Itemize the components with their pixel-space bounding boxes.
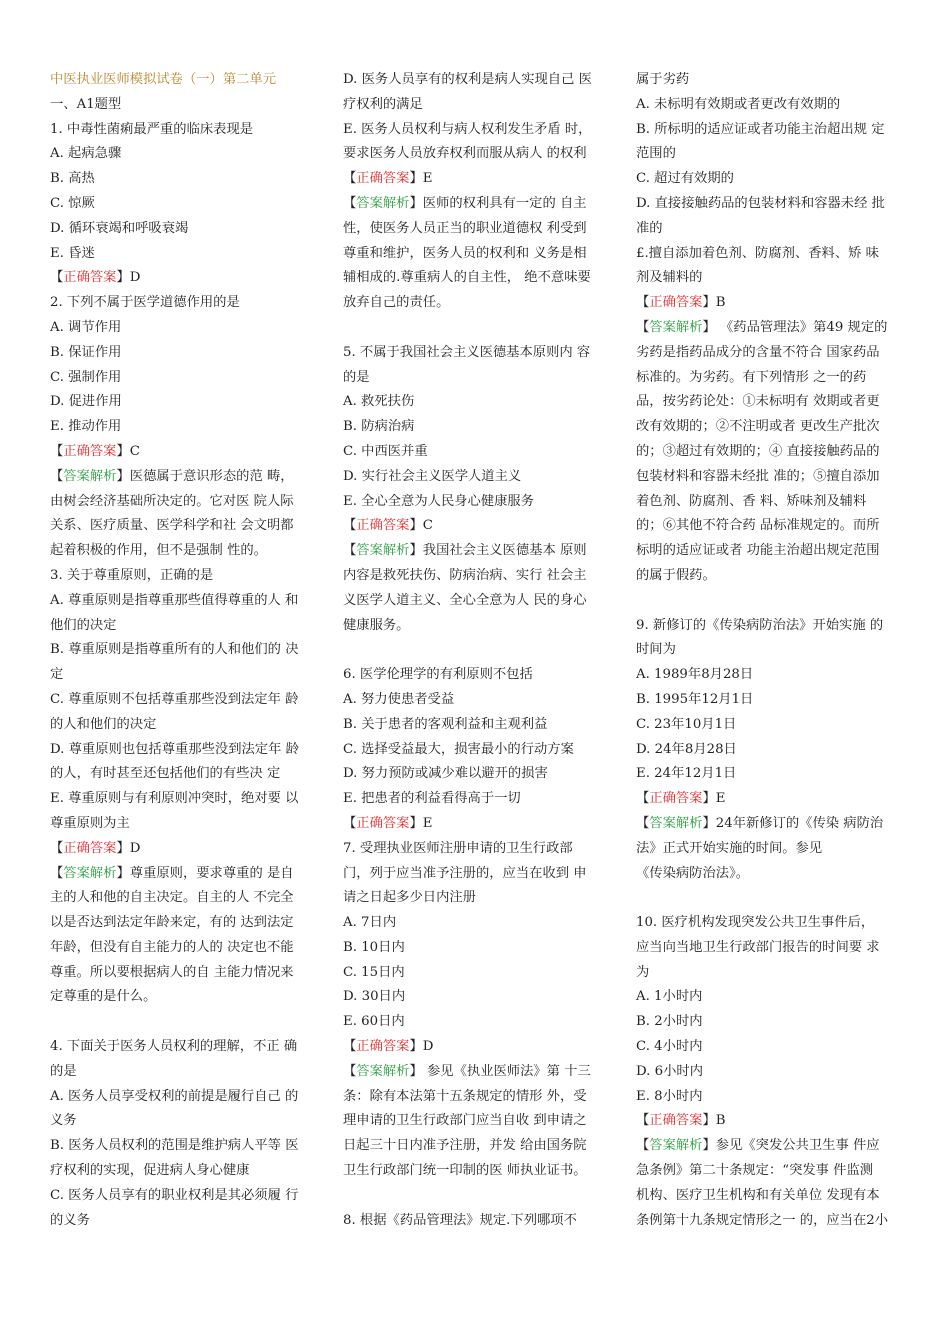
bracket-open: 【 [343, 815, 357, 831]
text-line: 疗权利的满足 [343, 96, 423, 112]
text-line: 的是 [343, 369, 370, 385]
answer-label: 正确答案 [356, 518, 410, 534]
text-line: C. 15日内 [343, 964, 405, 980]
answer-value: D [422, 1039, 434, 1055]
text-line: B. 2小时内 [636, 1014, 703, 1030]
text-line: 主的人和他的自主决定。自主的人 不完全 [50, 890, 294, 906]
bracket-close: 】 [409, 195, 423, 211]
bracket-close: 】 [702, 1138, 716, 1154]
answer-label: 正确答案 [649, 1113, 703, 1129]
text-line: A. 未标明有效期或者更改有效期的 [636, 96, 841, 112]
bracket-open: 【 [636, 319, 650, 335]
bracket-close: 】 [409, 1039, 423, 1055]
text-line: 的属于假药。 [636, 567, 716, 583]
spacer [343, 1184, 615, 1209]
text-line: 9. 新修订的《传染病防治法》开始实施 的 [636, 617, 884, 633]
bracket-close: 】 [409, 518, 423, 534]
explanation-text: 尊重原则，要求尊重的 是自 [129, 865, 294, 881]
bracket-open: 【 [343, 543, 357, 559]
text-line: 的人，有时甚至还包括他们的有些决 定 [50, 766, 281, 782]
explanation-text: 参见《突发公共卫生事 件应 [715, 1138, 880, 1154]
answer-label: 正确答案 [356, 1039, 410, 1055]
text-line: 健康服务。 [343, 617, 410, 633]
text-line: 要求医务人员放弃权利而服从病人 的权利 [343, 146, 587, 162]
answer-label: 正确答案 [356, 171, 410, 187]
bracket-close: 】 [116, 270, 130, 286]
text-line: 10. 医疗机构发现突发公共卫生事件后， [636, 915, 875, 931]
spacer [343, 316, 615, 341]
section-heading: 一、A1题型 [50, 96, 122, 112]
bracket-open: 【 [343, 1039, 357, 1055]
text-line: 包装材料和容器未经批 准的；⑤擅自添加 [636, 468, 880, 484]
text-line: 标准的。为劣药。有下列情形 之一的药 [636, 369, 867, 385]
explanation-label: 答案解析 [356, 1063, 410, 1079]
text-line: C. 23年10月1日 [636, 716, 737, 732]
answer-value: D [129, 270, 141, 286]
text-line: 4. 下面关于医务人员权利的理解，不正 确 [50, 1039, 298, 1055]
text-line: 品，按劣药论处：①未标明有 效期或者更 [636, 394, 880, 410]
answer-label: 正确答案 [356, 815, 410, 831]
text-line: 理申请的卫生行政部门应当自收 到申请之 [343, 1113, 587, 1129]
answer-value: D [129, 840, 141, 856]
text-line: B. 关于患者的客观利益和主观利益 [343, 716, 548, 732]
text-line: 年龄，但没有自主能力的人的 决定也不能 [50, 939, 294, 955]
text-line: 2. 下列不属于医学道德作用的是 [50, 295, 240, 311]
text-line: 的是 [50, 1063, 77, 1079]
text-line: E. 把患者的利益看得高于一切 [343, 791, 521, 807]
text-line: 定 [50, 667, 64, 683]
answer-value: E [422, 815, 433, 831]
text-line: 改有效期的；②不注明或者 更改生产批次 [636, 419, 880, 435]
text-line: C. 医务人员享有的职业权利是其必须履 行 [50, 1187, 299, 1203]
text-line: A. 1989年8月28日 [636, 667, 754, 683]
text-line: C. 强制作用 [50, 369, 122, 385]
text-line: 范围的 [636, 146, 676, 162]
bracket-open: 【 [50, 468, 64, 484]
answer-label: 正确答案 [63, 840, 117, 856]
text-line: 义务 [50, 1113, 77, 1129]
bracket-open: 【 [50, 443, 64, 459]
bracket-close: 】 [409, 1063, 423, 1079]
explanation-text: 我国社会主义医德基本 原则 [422, 543, 587, 559]
text-line: B. 所标明的适应证或者功能主治超出规 定 [636, 121, 885, 137]
bracket-open: 【 [50, 840, 64, 856]
text-line: A. 努力使患者受益 [343, 691, 455, 707]
bracket-close: 】 [702, 815, 716, 831]
text-line: 定尊重的是什么。 [50, 989, 157, 1005]
spacer [636, 589, 908, 614]
bracket-open: 【 [343, 171, 357, 187]
bracket-close: 】 [409, 543, 423, 559]
answer-label: 正确答案 [63, 443, 117, 459]
text-line: 辅相成的.尊重病人的自主性， 绝不意味要 [343, 270, 591, 286]
answer-line [636, 787, 908, 812]
text-line: 剂及辅料的 [636, 270, 703, 286]
text-line: C. 4小时内 [636, 1039, 703, 1055]
text-line: D. 医务人员享有的权利是病人实现自己 医 [343, 72, 592, 87]
answer-line [343, 167, 615, 192]
text-line: 6. 医学伦理学的有利原则不包括 [343, 667, 533, 683]
text-line: 条：除有本法第十五条规定的情形 外，受 [343, 1088, 587, 1104]
explanation-text: 医师的权利具有一定的 自主 [422, 195, 587, 211]
bracket-close: 】 [702, 295, 716, 311]
text-line: C. 选择受益最大，损害最小的行动方案 [343, 741, 574, 757]
answer-label: 正确答案 [63, 270, 117, 286]
text-line: E. 8小时内 [636, 1088, 703, 1104]
explanation-line [50, 862, 322, 887]
text-line: C. 超过有效期的 [636, 171, 734, 187]
explanation-line [343, 192, 615, 217]
answer-line [343, 514, 615, 539]
explanation-line [636, 316, 908, 341]
text-line: B. 医务人员权利的范围是维护病人平等 医 [50, 1138, 299, 1154]
bracket-open: 【 [636, 1138, 650, 1154]
spacer [343, 638, 615, 663]
answer-value: E [715, 791, 726, 807]
answer-line [636, 1109, 908, 1134]
answer-line [50, 440, 322, 465]
answer-value: C [129, 443, 140, 459]
text-line: E. 全心全意为人民身心健康服务 [343, 493, 535, 509]
bracket-open: 【 [636, 295, 650, 311]
text-line: 8. 根据《药品管理法》规定.下列哪项不 [343, 1212, 577, 1228]
spacer [50, 1010, 322, 1035]
explanation-label: 答案解析 [649, 1138, 703, 1154]
explanation-label: 答案解析 [649, 815, 703, 831]
text-line: D. 6小时内 [636, 1063, 703, 1079]
text-line: A. 起病急骤 [50, 146, 122, 162]
text-line: 的；③超过有效期的；④ 直接接触药品的 [636, 443, 880, 459]
text-line: B. 防病治病 [343, 419, 415, 435]
answer-value: B [715, 295, 726, 311]
explanation-text: 医德属于意识形态的范 畴， [129, 468, 294, 484]
bracket-open: 【 [343, 195, 357, 211]
text-line: 他们的决定 [50, 617, 117, 633]
text-line: E. 尊重原则与有利原则冲突时，绝对要 以 [50, 791, 299, 807]
text-line: C. 尊重原则不包括尊重那些没到法定年 龄 [50, 691, 299, 707]
text-line: B. 保证作用 [50, 344, 122, 360]
explanation-text: 24年新修订的《传染 病防治 [715, 815, 884, 831]
text-line: 劣药是指药品成分的含量不符合 国家药品 [636, 344, 880, 360]
text-line: D. 30日内 [343, 989, 406, 1005]
text-line: A. 医务人员享受权利的前提是履行自己 的 [50, 1088, 299, 1104]
answer-value: B [715, 1113, 726, 1129]
answer-label: 正确答案 [649, 791, 703, 807]
text-line: 5. 不属于我国社会主义医德基本原则内 容 [343, 344, 591, 360]
text-line: 的人和他们的决定 [50, 716, 157, 732]
answer-value: C [422, 518, 433, 534]
explanation-line [50, 465, 322, 490]
text-line: E. 推动作用 [50, 419, 122, 435]
text-line: 1. 中毒性菌痢最严重的临床表现是 [50, 121, 254, 137]
bracket-close: 】 [116, 468, 130, 484]
text-line: 以是否达到法定年龄来定，有的 达到法定 [50, 915, 294, 931]
bracket-close: 】 [409, 815, 423, 831]
bracket-open: 【 [636, 1113, 650, 1129]
text-line: 着色剂、防腐剂、香 料、矫味剂及辅料 [636, 493, 867, 509]
column-middle [343, 68, 615, 1233]
bracket-open: 【 [636, 791, 650, 807]
text-line: A. 尊重原则是指尊重那些值得尊重的人 和 [50, 592, 299, 608]
bracket-open: 【 [343, 518, 357, 534]
text-line: D. 直接接触药品的包装材料和容器未经 批 [636, 195, 885, 211]
text-line: 起着积极的作用，但不是强制 性的。 [50, 543, 267, 559]
text-line: 急条例》第二十条规定：“突发事 件监测 [636, 1163, 874, 1179]
text-line: A. 7日内 [343, 915, 397, 931]
explanation-text: 参见《执业医师法》第 十三 [422, 1063, 591, 1079]
text-line: 《传染病防治法》。 [636, 865, 750, 881]
bracket-close: 】 [116, 840, 130, 856]
explanation-label: 答案解析 [649, 319, 703, 335]
text-line: 关系、医疗质量、医学科学和社 会文明都 [50, 518, 294, 534]
text-line: C. 惊厥 [50, 195, 95, 211]
text-line: B. 高热 [50, 171, 95, 187]
text-line: 时间为 [636, 642, 676, 658]
column-left [50, 68, 322, 1233]
text-line: D. 循环衰竭和呼吸衰竭 [50, 220, 189, 236]
text-line: 的；⑥其他不符合药 品标准规定的。而所 [636, 518, 880, 534]
text-line: 请之日起多少日内注册 [343, 890, 476, 906]
bracket-close: 】 [409, 171, 423, 187]
text-line: A. 1小时内 [636, 989, 703, 1005]
explanation-label: 答案解析 [63, 468, 117, 484]
text-line: 的义务 [50, 1212, 90, 1228]
text-line: 义医学人道主义、全心全意为人 民的身心 [343, 592, 587, 608]
text-line: 7. 受理执业医师注册申请的卫生行政部 [343, 840, 573, 856]
bracket-close: 】 [702, 1113, 716, 1129]
text-line: 由树会经济基础所决定的。它对医 院人际 [50, 493, 294, 509]
answer-line [343, 1035, 615, 1060]
text-line: D. 促进作用 [50, 394, 122, 410]
bracket-open: 【 [636, 815, 650, 831]
text-line: 内容是救死扶伤、防病治病、实行 社会主 [343, 567, 587, 583]
bracket-close: 】 [116, 865, 130, 881]
text-line: £.擅自添加着色剂、防腐剂、香料、矫 味 [636, 245, 879, 261]
text-line: 3. 关于尊重原则，正确的是 [50, 567, 214, 583]
text-line: D. 努力预防或减少难以避开的损害 [343, 766, 548, 782]
text-line: B. 尊重原则是指尊重所有的人和他们的 决 [50, 642, 299, 658]
text-line: 放弃自己的责任。 [343, 295, 450, 311]
text-line: B. 1995年12月1日 [636, 691, 754, 707]
answer-line [636, 291, 908, 316]
bracket-open: 【 [50, 270, 64, 286]
text-line: 性，使医务人员正当的职业道德权 利受到 [343, 220, 587, 236]
explanation-label: 答案解析 [63, 865, 117, 881]
text-line: 卫生行政部门统一印制的医 师执业证书。 [343, 1163, 587, 1179]
text-line: D. 尊重原则也包括尊重那些没到法定年 龄 [50, 741, 299, 757]
text-line: 日起三十日内准予注册，并发 给由国务院 [343, 1138, 587, 1154]
explanation-label: 答案解析 [356, 195, 410, 211]
text-line: D. 24年8月28日 [636, 741, 737, 757]
text-line: 尊重。所以要根据病人的自 主能力情况来 [50, 964, 294, 980]
answer-value: E [422, 171, 433, 187]
column-right [636, 68, 908, 1233]
answer-label: 正确答案 [649, 295, 703, 311]
text-line: E. 医务人员权利与病人权利发生矛盾 时， [343, 121, 592, 137]
explanation-line [636, 1134, 908, 1159]
text-line: 疗权利的实现，促进病人身心健康 [50, 1163, 250, 1179]
text-line: D. 实行社会主义医学人道主义 [343, 468, 522, 484]
page-title: 中医执业医师模拟试卷（一）第二单元 [50, 72, 277, 87]
bracket-close: 】 [116, 443, 130, 459]
text-line: 尊重和维护，医务人员的权利和 义务是相 [343, 245, 587, 261]
text-line: A. 救死扶伤 [343, 394, 415, 410]
text-line: 法》正式开始实施的时间。参见 [636, 840, 823, 856]
bracket-close: 】 [702, 319, 716, 335]
text-line: E. 昏迷 [50, 245, 95, 261]
text-line: 尊重原则为主 [50, 815, 130, 831]
explanation-line [343, 1060, 615, 1085]
bracket-open: 【 [50, 865, 64, 881]
answer-line [50, 266, 322, 291]
text-line: E. 24年12月1日 [636, 766, 737, 782]
answer-line [343, 812, 615, 837]
text-line: E. 60日内 [343, 1014, 405, 1030]
text-line: 门，列于应当准予注册的，应当在收到 申 [343, 865, 587, 881]
text-line: C. 中西医并重 [343, 443, 428, 459]
explanation-line [636, 812, 908, 837]
text-line: 机构、医疗卫生机构和有关单位 发现有本 [636, 1187, 880, 1203]
text-line: 准的 [636, 220, 663, 236]
spacer [636, 886, 908, 911]
text-line: A. 调节作用 [50, 319, 122, 335]
bracket-close: 】 [702, 791, 716, 807]
text-line: 应当向当地卫生行政部门报告的时间要 求 [636, 939, 880, 955]
text-line: 条例第十九条规定情形之一 的，应当在2小 [636, 1212, 889, 1228]
text-line: B. 10日内 [343, 939, 405, 955]
explanation-text: 《药品管理法》第49 规定的 [715, 319, 888, 335]
answer-line [50, 837, 322, 862]
explanation-label: 答案解析 [356, 543, 410, 559]
text-line: 标明的适应证或者 功能主治超出规定范围 [636, 543, 880, 559]
text-line: 属于劣药 [636, 72, 690, 87]
explanation-line [343, 539, 615, 564]
text-line: 为 [636, 964, 650, 980]
bracket-open: 【 [343, 1063, 357, 1079]
